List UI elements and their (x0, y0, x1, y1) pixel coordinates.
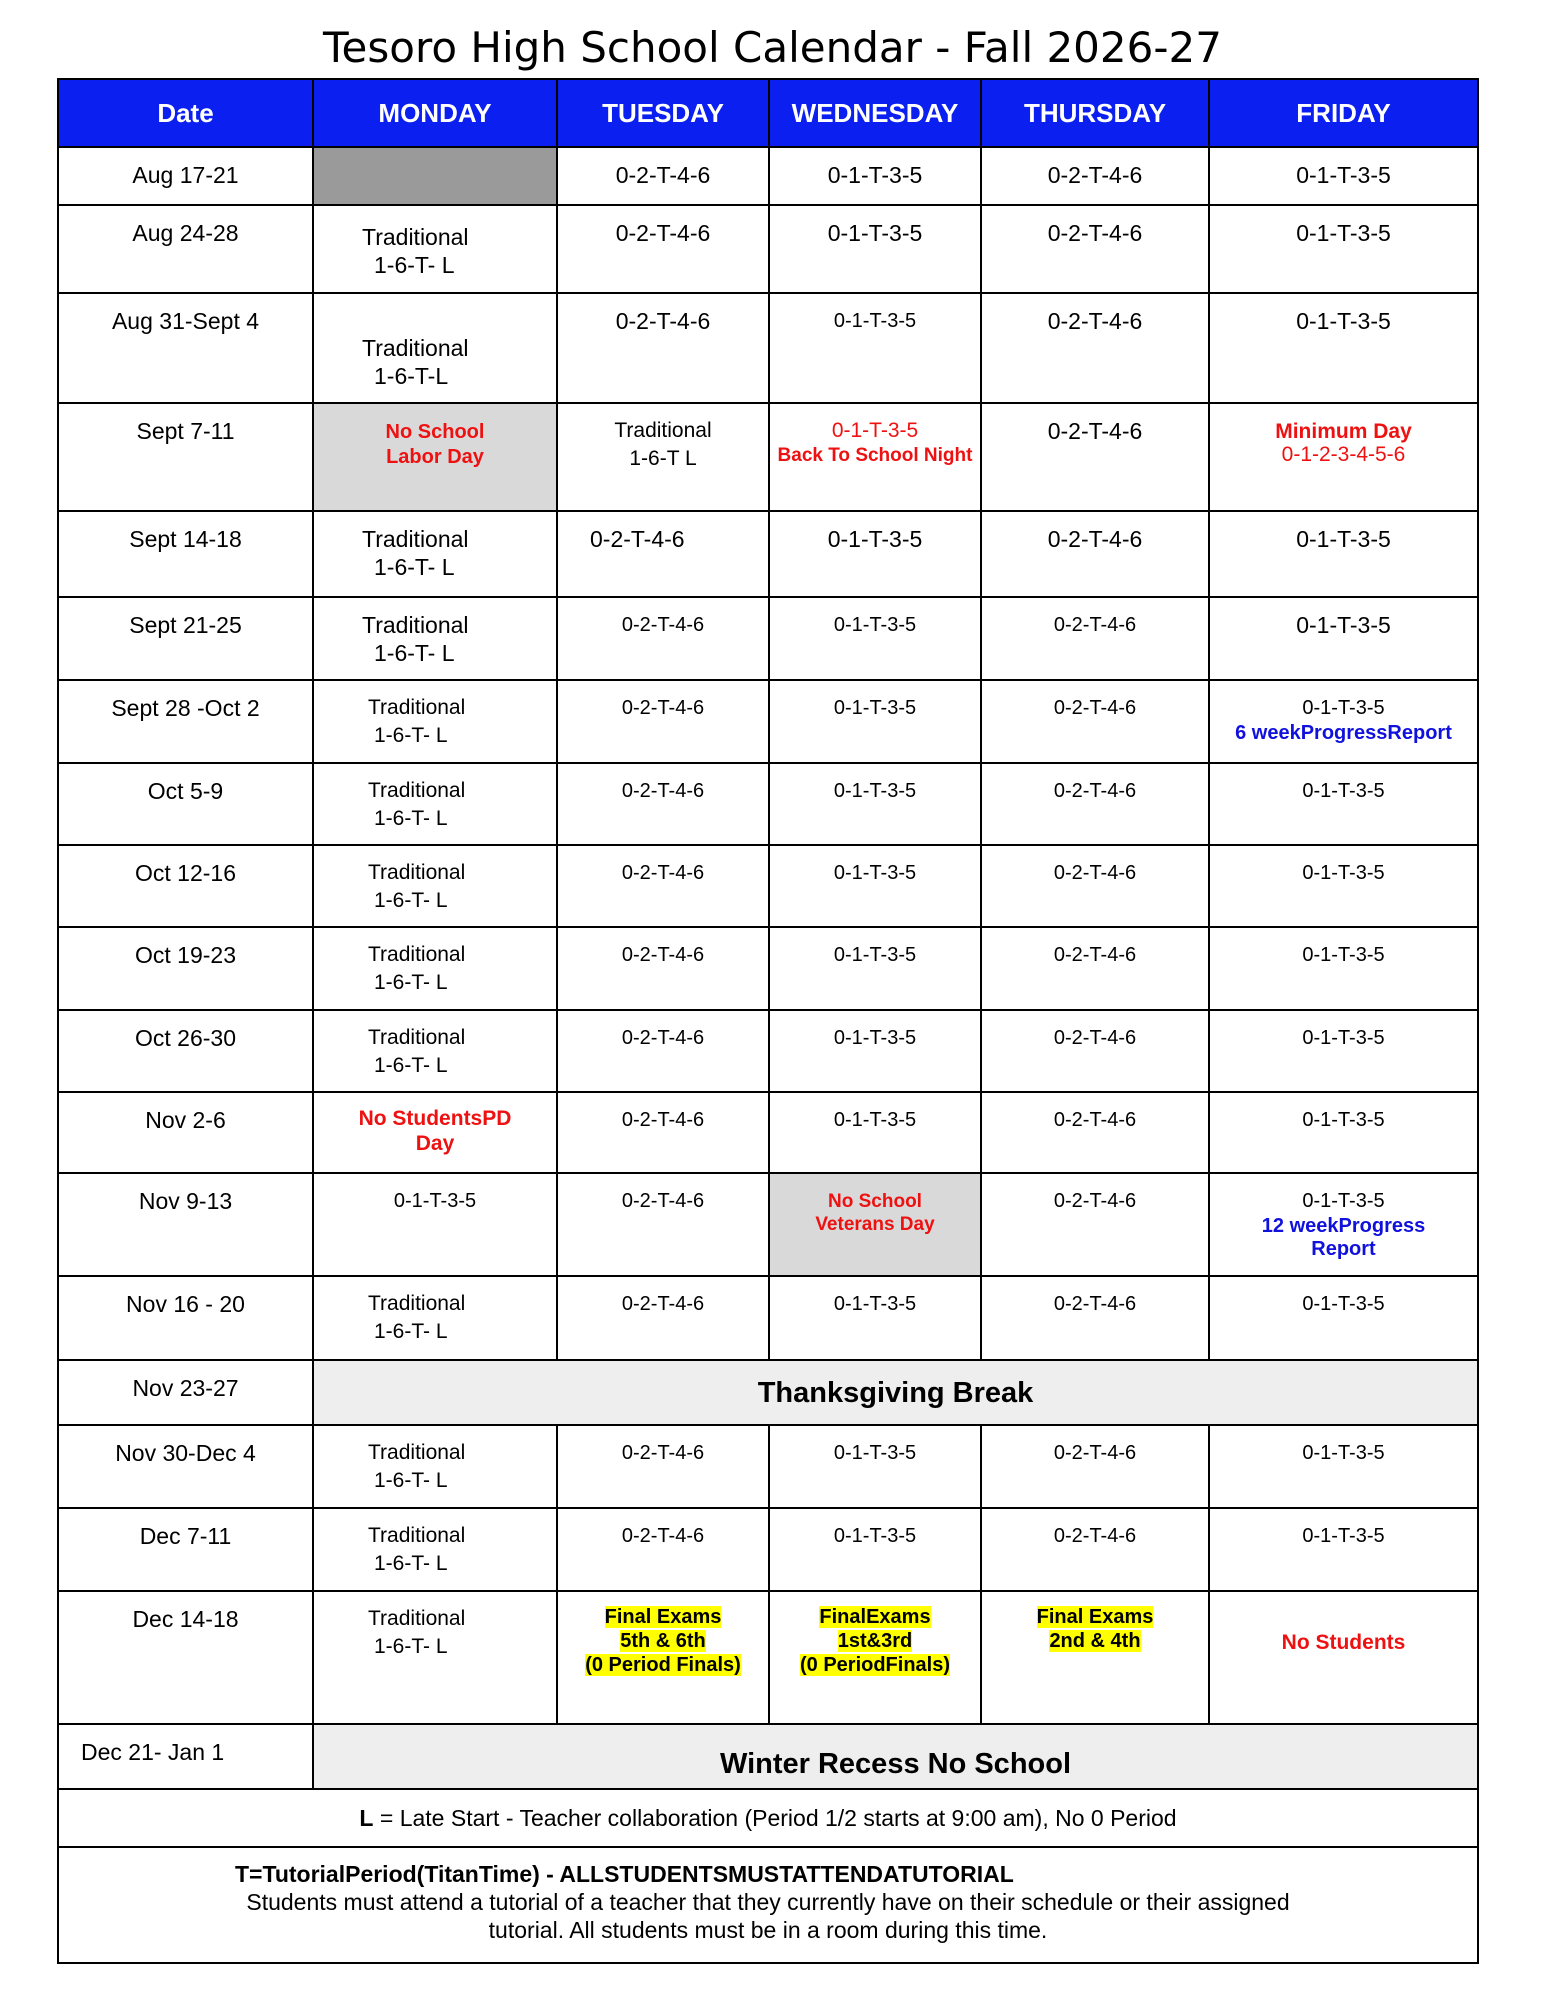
friday-cell: 0-1-T-3-5 (1209, 293, 1478, 403)
wednesday-cell: 0-1-T-3-5 (769, 927, 981, 1010)
date-cell: Sept 21-25 (58, 597, 313, 680)
date-cell: Sept 7-11 (58, 403, 313, 511)
friday-cell-minimum-day: Minimum Day 0-1-2-3-4-5-6 (1209, 403, 1478, 511)
tuesday-cell: 0-2-T-4-6 (557, 1092, 769, 1173)
wednesday-cell-back-to-school: 0-1-T-3-5 Back To School Night (769, 403, 981, 511)
legend-row-t (58, 1847, 1478, 1963)
wednesday-cell: 0-1-T-3-5 (769, 845, 981, 927)
friday-cell-no-students: No Students (1209, 1591, 1478, 1724)
header-tuesday: TUESDAY (557, 79, 769, 147)
wednesday-cell: 0-1-T-3-5 (769, 1425, 981, 1508)
friday-cell: 0-1-T-3-5 (1209, 1092, 1478, 1173)
table-row (58, 1591, 1478, 1724)
tuesday-cell: 0-2-T-4-6 (557, 845, 769, 927)
date-cell: Aug 31-Sept 4 (58, 293, 313, 403)
wednesday-cell: 0-1-T-3-5 (769, 597, 981, 680)
wednesday-cell: 0-1-T-3-5 (769, 1508, 981, 1591)
table-row (58, 1508, 1478, 1591)
thursday-cell: 0-2-T-4-6 (981, 403, 1209, 511)
table-row (58, 511, 1478, 597)
thursday-cell: 0-2-T-4-6 (981, 845, 1209, 927)
date-cell: Nov 9-13 (58, 1173, 313, 1276)
monday-cell: 0-1-T-3-5 (313, 1173, 557, 1276)
table-row (58, 403, 1478, 511)
header-friday: FRIDAY (1209, 79, 1478, 147)
monday-cell: Traditional 1-6-T- L (313, 1276, 557, 1360)
monday-cell: Traditional 1-6-T- L (313, 1425, 557, 1508)
date-cell: Sept 14-18 (58, 511, 313, 597)
date-cell: Aug 17-21 (58, 147, 313, 205)
friday-cell: 0-1-T-3-5 (1209, 511, 1478, 597)
table-row (58, 927, 1478, 1010)
tuesday-cell: 0-2-T-4-6 (557, 597, 769, 680)
wednesday-cell: 0-1-T-3-5 (769, 1092, 981, 1173)
date-cell: Nov 30-Dec 4 (58, 1425, 313, 1508)
date-cell: Aug 24-28 (58, 205, 313, 293)
date-cell: Dec 21- Jan 1 (58, 1724, 313, 1789)
table-row (58, 205, 1478, 293)
thursday-cell: 0-2-T-4-6 (981, 205, 1209, 293)
date-cell: Oct 19-23 (58, 927, 313, 1010)
date-cell: Oct 12-16 (58, 845, 313, 927)
table-row (58, 1010, 1478, 1092)
thursday-cell: 0-2-T-4-6 (981, 680, 1209, 763)
tuesday-cell: 0-2-T-4-6 (557, 205, 769, 293)
tuesday-cell-final-exams: Final Exams 5th & 6th (0 Period Finals) (557, 1591, 769, 1724)
tuesday-cell: 0-2-T-4-6 (557, 511, 769, 597)
monday-cell: Traditional 1-6-T- L (313, 597, 557, 680)
table-row (58, 1092, 1478, 1173)
monday-cell: Traditional 1-6-T- L (313, 1591, 557, 1724)
thursday-cell: 0-2-T-4-6 (981, 1425, 1209, 1508)
wednesday-cell: 0-1-T-3-5 (769, 1010, 981, 1092)
monday-cell: Traditional 1-6-T-L (313, 293, 557, 403)
table-row (58, 597, 1478, 680)
date-cell: Oct 5-9 (58, 763, 313, 845)
thursday-cell: 0-2-T-4-6 (981, 1276, 1209, 1360)
thursday-cell: 0-2-T-4-6 (981, 1010, 1209, 1092)
thursday-cell: 0-2-T-4-6 (981, 293, 1209, 403)
table-row (58, 680, 1478, 763)
header-row (58, 79, 1478, 147)
friday-cell: 0-1-T-3-5 (1209, 927, 1478, 1010)
date-cell: Dec 7-11 (58, 1508, 313, 1591)
legend-row-l (58, 1789, 1478, 1847)
friday-cell: 0-1-T-3-5 (1209, 205, 1478, 293)
tuesday-cell: 0-2-T-4-6 (557, 1173, 769, 1276)
page-title: Tesoro High School Calendar - Fall 2026-27 (323, 23, 1222, 72)
thursday-cell: 0-2-T-4-6 (981, 1508, 1209, 1591)
monday-cell: Traditional 1-6-T- L (313, 511, 557, 597)
thursday-cell: 0-2-T-4-6 (981, 927, 1209, 1010)
legend-tutorial: T=TutorialPeriod(TitanTime) - ALLSTUDENTSMUSTATTENDATUTORIAL Students must attend a tutorial of a teacher that they currently have on their schedule or their assigned tutorial. All students must be in a room during this time. (58, 1847, 1478, 1963)
friday-cell: 0-1-T-3-5 (1209, 1276, 1478, 1360)
date-cell: Nov 16 - 20 (58, 1276, 313, 1360)
header-thursday: THURSDAY (981, 79, 1209, 147)
table-row (58, 1724, 1478, 1789)
friday-cell: 0-1-T-3-5 (1209, 147, 1478, 205)
date-cell: Nov 2-6 (58, 1092, 313, 1173)
table-row (58, 1425, 1478, 1508)
monday-cell: Traditional 1-6-T- L (313, 845, 557, 927)
wednesday-cell: 0-1-T-3-5 (769, 1276, 981, 1360)
monday-cell-pd-day: No StudentsPD Day (313, 1092, 557, 1173)
thursday-cell: 0-2-T-4-6 (981, 1173, 1209, 1276)
monday-cell-labor-day: No School Labor Day (313, 403, 557, 511)
wednesday-cell: 0-1-T-3-5 (769, 763, 981, 845)
tuesday-cell: 0-2-T-4-6 (557, 763, 769, 845)
tuesday-cell: 0-2-T-4-6 (557, 1010, 769, 1092)
friday-cell-progress-report: 0-1-T-3-5 12 weekProgress Report (1209, 1173, 1478, 1276)
monday-cell: Traditional 1-6-T- L (313, 680, 557, 763)
tuesday-cell: 0-2-T-4-6 (557, 147, 769, 205)
date-cell: Oct 26-30 (58, 1010, 313, 1092)
thursday-cell-final-exams: Final Exams 2nd & 4th (981, 1591, 1209, 1724)
date-cell: Sept 28 -Oct 2 (58, 680, 313, 763)
tuesday-cell: 0-2-T-4-6 (557, 680, 769, 763)
thursday-cell: 0-2-T-4-6 (981, 597, 1209, 680)
tuesday-cell: 0-2-T-4-6 (557, 1276, 769, 1360)
table-row (58, 1276, 1478, 1360)
friday-cell: 0-1-T-3-5 (1209, 763, 1478, 845)
wednesday-cell: 0-1-T-3-5 (769, 680, 981, 763)
friday-cell-progress-report: 0-1-T-3-5 6 weekProgressReport (1209, 680, 1478, 763)
wednesday-cell: 0-1-T-3-5 (769, 511, 981, 597)
table-row (58, 845, 1478, 927)
thursday-cell: 0-2-T-4-6 (981, 1092, 1209, 1173)
monday-cell-blank (313, 147, 557, 205)
header-wednesday: WEDNESDAY (769, 79, 981, 147)
table-row (58, 293, 1478, 403)
table-row (58, 1173, 1478, 1276)
tuesday-cell: Traditional 1-6-T L (557, 403, 769, 511)
legend-late-start: L = Late Start - Teacher collaboration (Period 1/2 starts at 9:00 am), No 0 Period (58, 1789, 1478, 1847)
friday-cell: 0-1-T-3-5 (1209, 1508, 1478, 1591)
friday-cell: 0-1-T-3-5 (1209, 845, 1478, 927)
table-row (58, 763, 1478, 845)
thursday-cell: 0-2-T-4-6 (981, 511, 1209, 597)
winter-recess-banner: Winter Recess No School (313, 1724, 1478, 1789)
thursday-cell: 0-2-T-4-6 (981, 147, 1209, 205)
wednesday-cell: 0-1-T-3-5 (769, 293, 981, 403)
friday-cell: 0-1-T-3-5 (1209, 1010, 1478, 1092)
friday-cell: 0-1-T-3-5 (1209, 597, 1478, 680)
header-date: Date (58, 79, 313, 147)
monday-cell: Traditional 1-6-T- L (313, 1010, 557, 1092)
monday-cell: Traditional 1-6-T- L (313, 763, 557, 845)
monday-cell: Traditional 1-6-T- L (313, 205, 557, 293)
calendar-table (57, 78, 1479, 1964)
table-row (58, 147, 1478, 205)
tuesday-cell: 0-2-T-4-6 (557, 927, 769, 1010)
wednesday-cell-veterans-day: No School Veterans Day (769, 1173, 981, 1276)
thursday-cell: 0-2-T-4-6 (981, 763, 1209, 845)
thanksgiving-break-banner: Thanksgiving Break (313, 1360, 1478, 1425)
wednesday-cell: 0-1-T-3-5 (769, 147, 981, 205)
wednesday-cell-final-exams: FinalExams 1st&3rd (0 PeriodFinals) (769, 1591, 981, 1724)
date-cell: Dec 14-18 (58, 1591, 313, 1724)
header-monday: MONDAY (313, 79, 557, 147)
date-cell: Nov 23-27 (58, 1360, 313, 1425)
tuesday-cell: 0-2-T-4-6 (557, 1425, 769, 1508)
monday-cell: Traditional 1-6-T- L (313, 927, 557, 1010)
table-row (58, 1360, 1478, 1425)
wednesday-cell: 0-1-T-3-5 (769, 205, 981, 293)
friday-cell: 0-1-T-3-5 (1209, 1425, 1478, 1508)
tuesday-cell: 0-2-T-4-6 (557, 1508, 769, 1591)
tuesday-cell: 0-2-T-4-6 (557, 293, 769, 403)
monday-cell: Traditional 1-6-T- L (313, 1508, 557, 1591)
